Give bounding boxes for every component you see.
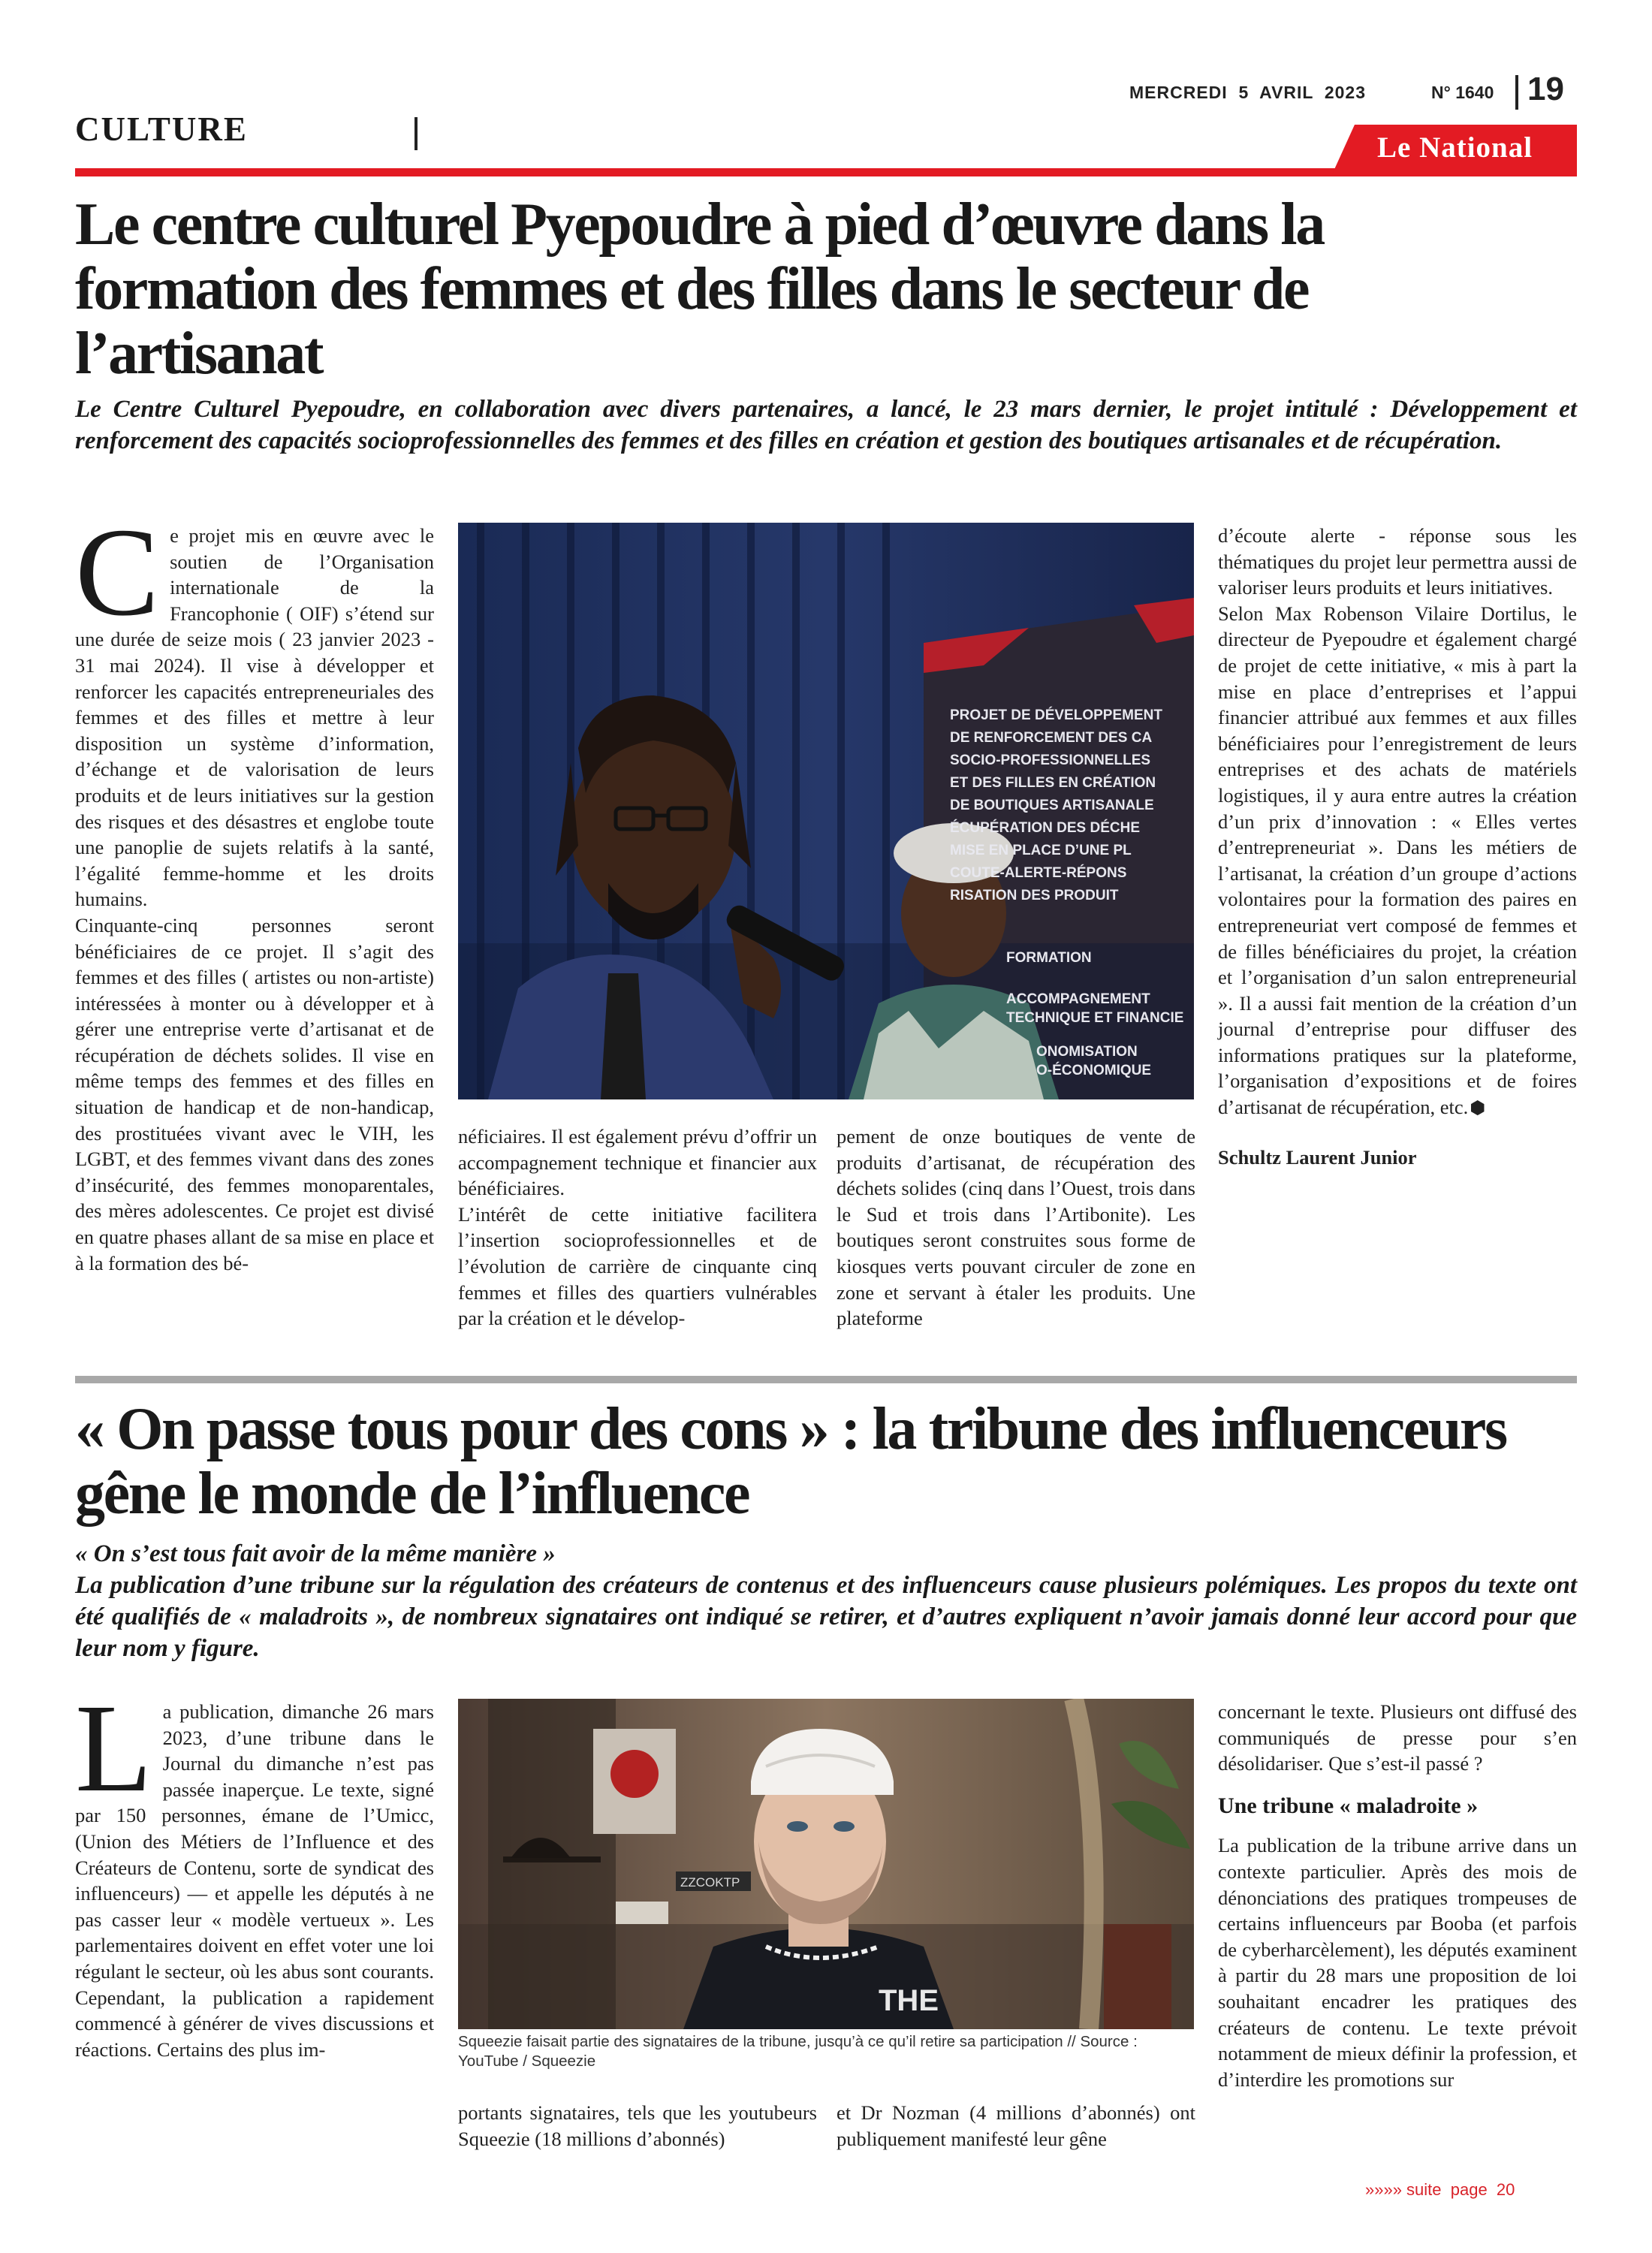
article2-deck: La publication d’une tribune sur la régulation des créateurs de contenus et des influenceurs cause plusieurs polémiques. Les propos du texte ont été qualifiés de « maladroits », de nombreux signataires ont indiqué se retirer, et d’autres expliquent n’avoir jamais donné leur accord pour que leur nom y figure. <box>75 1572 1577 1662</box>
article-divider <box>75 1376 1577 1383</box>
header-divider <box>1515 75 1518 110</box>
section-label: CULTURE <box>75 110 248 148</box>
issue-number: N° 1640 <box>1431 83 1494 102</box>
article2-quote: « On s’est tous fait avoir de la même manière » <box>75 1540 556 1567</box>
article1-column-4 <box>1218 523 1577 1170</box>
article1-author: Schultz Laurent Junior <box>1218 1145 1417 1169</box>
paragraph: concernant le texte. Plusieurs ont diffusé des communiqués de presse pour s’en désolidariser. Que s’est-il passé ? <box>1218 1700 1577 1775</box>
paragraph: portants signataires, tels que les youtubeurs Squeezie (18 millions d’abonnés) <box>458 2101 817 2150</box>
article1-headline: Le centre culturel Pyepoudre à pied d’œuvre dans la formation des femmes et des filles dans le secteur de l’artisanat <box>75 192 1324 387</box>
paragraph: d’écoute alerte - réponse sous les thématiques du projet leur permettra aussi de valoriser leurs produits et leurs initiatives. <box>1218 524 1577 599</box>
svg-text:ET DES FILLES EN CRÉATION: ET DES FILLES EN CRÉATION <box>950 775 1156 791</box>
svg-text:RISATION DES PRODUIT: RISATION DES PRODUIT <box>950 888 1119 903</box>
svg-text:DE RENFORCEMENT DES CA: DE RENFORCEMENT DES CA <box>950 730 1153 746</box>
article2-photo <box>458 1699 1194 2029</box>
photo-caption: Squeezie faisait partie des signataires de la tribune, jusqu’à ce qu’il retire sa participation // Source : YouTube / Squeezie <box>458 2033 1138 2070</box>
paragraph: a publication, dimanche 26 mars 2023, d’une tribune dans le Journal du dimanche n’est pas passée inaperçue. Le texte, signé par 150 personnes, émane de l’Umicc, (Union des Métiers de l’Influence et des Créateurs de Contenu, sorte de syndicat des influenceurs) — et appelle les députés à ne pas casser leur « modèle vertueux ». Les parlementaires doivent en effet voter une loi régulant le secteur, où les abus sont courants. <box>75 1700 435 1983</box>
svg-text:O-ÉCONOMIQUE: O-ÉCONOMIQUE <box>1036 1063 1152 1078</box>
continued-link[interactable]: »»»» suite page 20 <box>1365 2180 1515 2199</box>
paragraph: La publication de la tribune arrive dans un contexte particulier. Après des mois de dénonciations des pratiques trompeuses de certains influenceurs par Booba (et parfois de cyberharcèlement), les députés examinent à partir du 28 mars une proposition de loi souhaitant encadrer les pratiques des créateurs de contenu. Le texte prévoit notamment de mieux définir la profession, et d’interdire les promotions sur <box>1218 1834 1577 2091</box>
article2-column-2 <box>458 2100 817 2152</box>
dropcap: C <box>75 502 160 642</box>
article1-photo <box>458 523 1194 1099</box>
paragraph: Cinquante-cinq personnes seront bénéficiaires de ce projet. Il s’agit des femmes et des filles ( artistes ou non-artiste) intéressées à monter ou à développer et à gérer une entreprise verte d’artisanat et de récupération de déchets solides. Il vise en même temps des femmes et des filles en situation de handicap et de non-handicap, des prostituées vivant avec le VIH, les LGBT, et des femmes vivant dans des zones d’insécurité, des femmes monoparentales, des mères adolescentes. Ce projet est divisé en quatre phases allant de sa mise en place et à la formation des bé- <box>75 913 434 1274</box>
article2-headline: « On passe tous pour des cons » : la tribune des influenceurs gêne le monde de l’influence <box>75 1396 1506 1527</box>
svg-text:ÉCUPÉRATION DES DÉCHE: ÉCUPÉRATION DES DÉCHE <box>950 820 1141 836</box>
article2-subhead: Une tribune « maladroite » <box>1218 1793 1479 1818</box>
article1-column-3 <box>837 1123 1195 1332</box>
paragraph: pement de onze boutiques de vente de produits d’artisanat, de récupération des déchets solides (cinq dans l’Ouest, trois dans le Sud et trois dans l’Artibonite). Les boutiques seront construites sous forme de kiosques verts pouvant circuler de zone en zone et servant à étaler les produits. Une plateforme <box>837 1125 1195 1330</box>
issue-date: MERCREDI 5 AVRIL 2023 <box>1129 83 1366 102</box>
page-number: 19 <box>1527 71 1564 107</box>
svg-text:DE BOUTIQUES ARTISANALE: DE BOUTIQUES ARTISANALE <box>950 798 1154 813</box>
svg-text:SOCIO-PROFESSIONNELLES: SOCIO-PROFESSIONNELLES <box>950 753 1151 768</box>
svg-text:PROJET DE DÉVELOPPEMENT: PROJET DE DÉVELOPPEMENT <box>950 707 1162 723</box>
paragraph: et Dr Nozman (4 millions d’abonnés) ont publiquement manifesté leur gêne <box>837 2101 1195 2150</box>
paragraph: L’intérêt de cette initiative facilitera l’insertion socioprofessionnelles et de l’évolution de carrière de cinquante cinq femmes et filles des quartiers vulnérables par la création et le dévelop- <box>458 1202 817 1330</box>
svg-text:ACCOMPAGNEMENT: ACCOMPAGNEMENT <box>1006 991 1150 1007</box>
dropcap: L <box>75 1678 152 1818</box>
brand-name: Le National <box>1377 131 1533 164</box>
room-sign-text: ZZCOKTP <box>680 1875 740 1890</box>
article1-column-2 <box>458 1123 817 1332</box>
svg-text:FORMATION: FORMATION <box>1006 950 1092 966</box>
shirt-text: THE <box>879 1984 939 2017</box>
paragraph: e projet mis en œuvre avec le soutien de l’Organisation internationale de la Francophonie ( OIF) s’étend sur une durée de seize mois ( 23 janvier 2023 - 31 mai 2024). Il vise à développer et renforcer les capacités entrepreneuriales des femmes et des filles et mettre à leur disposition un système d’information, d’échange et de valorisation de leurs produits et de leurs initiatives sur la gestion des risques et des désastres et englobe toute une panoplie de sujets relatifs à la santé, l’égalité femme-homme et les droits humains. <box>75 524 434 911</box>
end-mark-icon: ⬢ <box>1470 1099 1486 1119</box>
paragraph: néficiaires. Il est également prévu d’offrir un accompagnement technique et financier aux bénéficiaires. <box>458 1125 817 1200</box>
svg-text:TECHNIQUE ET FINANCIE: TECHNIQUE ET FINANCIE <box>1006 1010 1184 1026</box>
svg-text:COUTE-ALERTE-RÉPONS: COUTE-ALERTE-RÉPONS <box>950 865 1127 881</box>
svg-text:MISE EN PLACE D’UNE PL: MISE EN PLACE D’UNE PL <box>950 843 1132 858</box>
article2-column-1 <box>75 1678 435 2062</box>
paragraph: Selon Max Robenson Vilaire Dortilus, le directeur de Pyepoudre et également chargé de projet de cette initiative, « mis à part la mise en place d’entreprises et l’appui financier attribué aux femmes et aux filles bénéficiaires pour l’enregistrement de leurs entreprises et des achats de matériels logistiques, il y aura entre autres la création d’un prix d’innovation : « Elles vertes d’entrepreneuriat ». Dans les métiers de l’artisanat, la création d’un groupe d’actions volontaires pour la formation des paires en entrepreneuriat vert composé de femmes et de filles bénéficiaires du projet, la création et l’organisation d’un salon entrepreneurial ». Il a aussi fait mention de la création d’un journal d’entreprise pour diffuser des informations pratiques sur la plateforme, l’organisation d’expositions et de foires d’artisanat de récupération, etc.⬢ <box>1218 602 1577 1119</box>
article2-column-4 <box>1218 1699 1577 2092</box>
section-divider <box>415 117 418 150</box>
svg-text:ONOMISATION: ONOMISATION <box>1036 1044 1138 1060</box>
paragraph: Cependant, la publication a rapidement commencé à générer de vives discussions et réactions. Certains des plus im- <box>75 1986 434 2061</box>
article2-column-3 <box>837 2100 1195 2152</box>
article1-deck: Le Centre Culturel Pyepoudre, en collaboration avec divers partenaires, a lancé, le 23 mars dernier, le projet intitulé : Développement et renforcement des capacités socioprofessionnelles des femmes et des filles en création et gestion des boutiques artisanales et de récupération. <box>75 396 1577 454</box>
article1-column-1 <box>75 502 434 1276</box>
